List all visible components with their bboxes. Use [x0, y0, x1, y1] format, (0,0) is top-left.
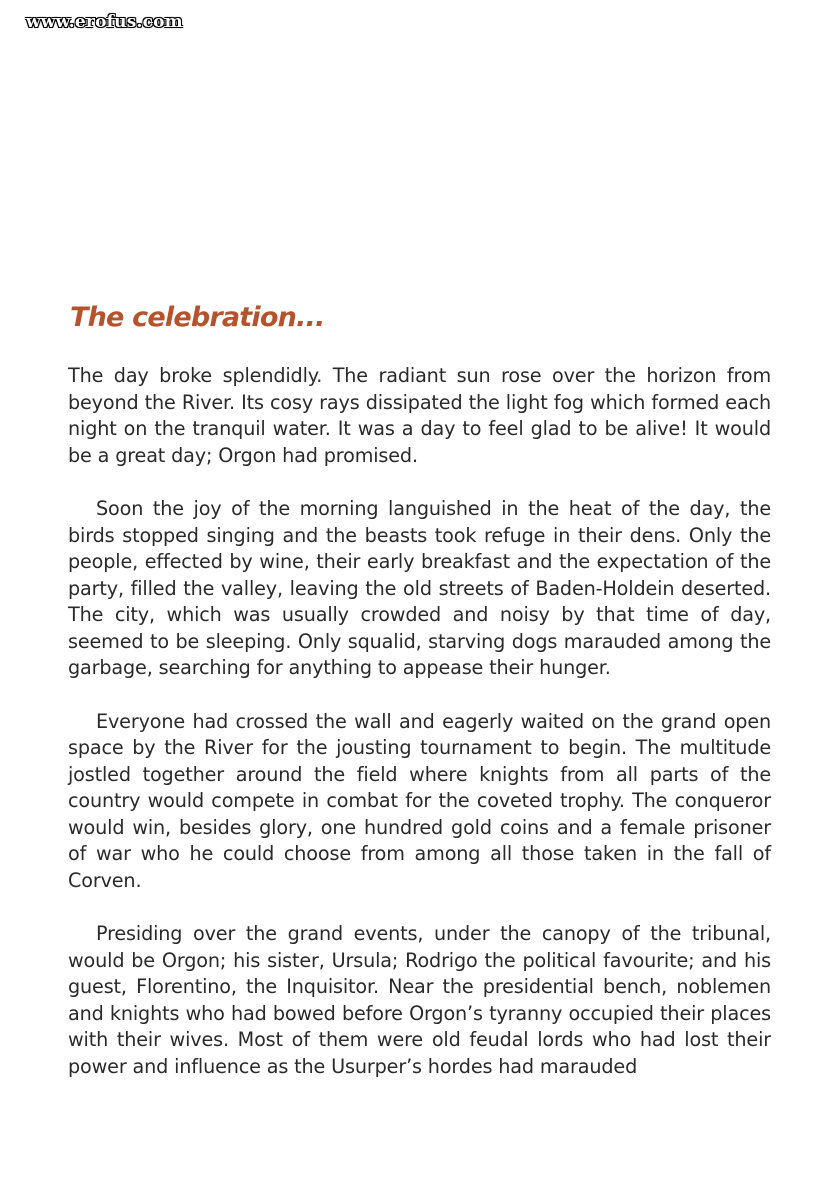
paragraph-4: Presiding over the grand events, under the canopy of the tribunal, would be Orgon; his sister, Ursula; Rodrigo the political favourite; and his guest, Florentino, the Inquisitor. Near the presidential bench, noblemen and knights who had bowed before Orgon’s tyranny occupied their places with their wives. Most of them were old feudal lords who had lost their power and influence as the Usurper’s hordes had marauded: [68, 922, 771, 1078]
paragraph-3: Everyone had crossed the wall and eagerly waited on the grand open space by the River for the jousting tournament to begin. The multitude jostled together around the field where knights from all parts of the country would compete in combat for the coveted trophy. The conqueror would win, besides glory, one hundred gold coins and a female prisoner of war who he could choose from among all those taken in the fall of Corven.: [68, 709, 771, 892]
watermark: www.erofus.com: [26, 12, 183, 32]
body-text: [68, 363, 771, 1107]
paragraph-1: The day broke splendidly. The radiant sun rose over the horizon from beyond the River. Its cosy rays dissipated the light fog which formed each night on the tranquil water. It was a day to feel glad to be alive! It would be a great day; Orgon had promised.: [68, 364, 771, 467]
chapter-heading: The celebration...: [70, 302, 325, 333]
paragraph-2: Soon the joy of the morning languished in the heat of the day, the birds stopped singing and the beasts took refuge in their dens. Only the people, effected by wine, their early breakfast and the expectation of the party, filled the valley, leaving the old streets of Baden-Holdein deserted. The city, which was usually crowded and noisy by that time of day, seemed to be sleeping. Only squalid, starving dogs marauded among the garbage, searching for anything to appease their hunger.: [68, 497, 771, 679]
